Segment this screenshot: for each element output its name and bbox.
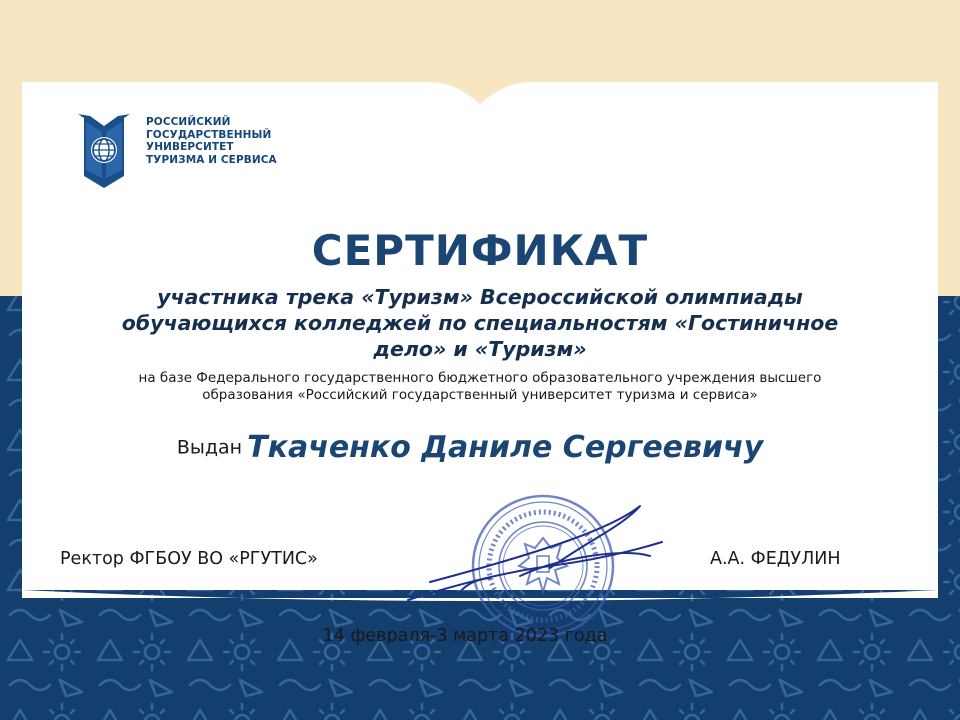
basis-line: образования «Российский государственный университет туризма и сервиса»: [202, 387, 758, 403]
certificate-basis: [40, 370, 920, 404]
basis-line: на базе Федерального государственного бюджетного образовательного учреждения высшего: [138, 370, 822, 386]
university-name: [146, 116, 277, 166]
certificate-date: 14 февраля-3 марта 2023 года: [322, 626, 608, 646]
subtitle-line: обучающихся колледжей по специальностям «Гостиничное: [121, 311, 839, 335]
certificate-subtitle: [40, 284, 920, 362]
university-name-line: ТУРИЗМА И СЕРВИСА: [146, 153, 277, 166]
recipient-name: Ткаченко Даниле Сергеевичу: [247, 430, 764, 465]
rector-name: А.А. ФЕДУЛИН: [710, 549, 841, 569]
subtitle-line: дело» и «Туризм»: [373, 337, 587, 361]
university-name-line: ГОСУДАРСТВЕННЫЙ: [146, 128, 272, 141]
certificate-title: СЕРТИФИКАТ: [311, 226, 649, 275]
university-logo: [76, 112, 277, 190]
subtitle-line: участника трека «Туризм» Всероссийской олимпиады: [157, 285, 803, 309]
issued-label: Выдан: [176, 436, 243, 459]
rector-signature-icon: [400, 496, 670, 606]
university-name-line: РОССИЙСКИЙ: [146, 116, 231, 128]
university-name-line: УНИВЕРСИТЕТ: [146, 141, 234, 154]
university-book-globe-icon: [76, 112, 132, 190]
rector-title: Ректор ФГБОУ ВО «РГУТИС»: [60, 549, 318, 569]
issued-to: [0, 430, 940, 465]
